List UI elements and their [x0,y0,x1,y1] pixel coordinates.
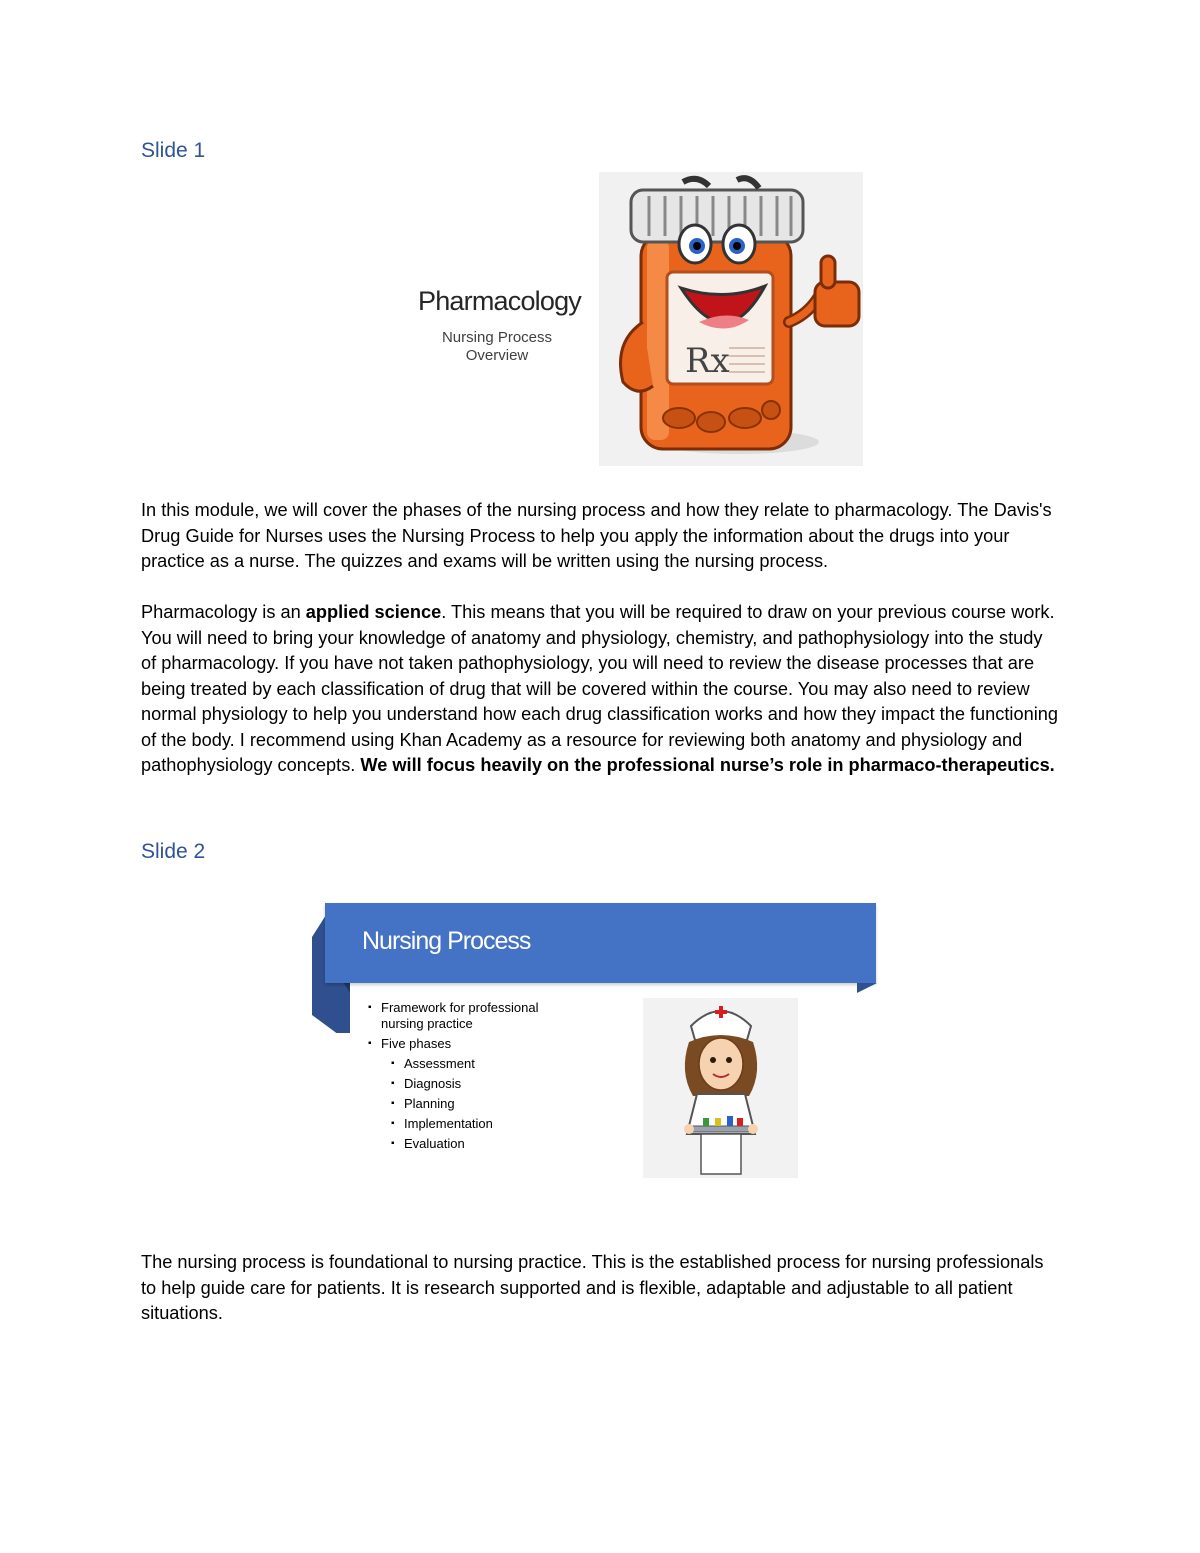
pill-bottle-icon [599,172,863,466]
phase-evaluation: ▪ Evaluation [368,1136,604,1152]
slide1-paragraph-2 [141,600,1061,779]
slide2-paragraph: The nursing process is foundational to nursing practice. This is the established process for nursing professionals to help guide care for patients. It is research supported and is flexible, adaptable and adjustable to all patient situations. [141,1252,1044,1323]
bullet-five-phases: ▪ Five phases [368,1036,581,1052]
para2-text-c: . This means that you will be required to draw on your previous course work. You will need to bring your knowledge of anatomy and physiology, chemistry, and pathophysiology into the study of pharmacology. If you have not taken pathophysiology, you will need to review the disease processes that are being treated by each classification of drug that will be covered within the course. You may also need to review normal physiology to help you understand how each drug classification works and how they impact the functioning of the body. I recommend using Khan Academy as a resource for reviewing both anatomy and physiology and pathophysiology concepts. [141,602,1058,775]
slide2-heading: Slide 2 [141,840,206,863]
slide2-thumbnail [312,903,877,1203]
slide2-title: Nursing Process [362,927,531,955]
phase-diagnosis: ▪ Diagnosis [368,1076,604,1092]
phase-implementation: ▪ Implementation [368,1116,604,1132]
slide2-bullet-list [368,1000,604,1156]
slide1-title: Pharmacology [418,286,581,316]
pill-bottle-illustration [599,172,863,466]
banner-fold-right [857,983,877,993]
phase-assessment: ▪ Assessment [368,1056,604,1072]
para2-text-a: Pharmacology is an [141,602,306,622]
nurse-illustration [643,998,798,1178]
para2-emphasis-focus: We will focus heavily on the professional nurse’s role in pharmaco-therapeutics. [360,755,1055,775]
rx-label: Rx [685,341,730,381]
para2-emphasis-applied-science: applied science [305,602,442,622]
bullet-framework: ▪ Framework for professional nursing practice [368,1000,581,1032]
slide1-subtitle: Nursing Process Overview [441,329,553,364]
slide1-heading: Slide 1 [141,139,206,162]
nurse-icon [643,998,798,1178]
phase-planning: ▪ Planning [368,1096,604,1112]
slide2-title-banner [325,903,876,983]
slide1-paragraph-1: In this module, we will cover the phases of the nursing process and how they relate to pharmacology. The Davis's Drug Guide for Nurses uses the Nursing Process to help you apply the information about the drugs into your practice as a nurse. The quizzes and exams will be written using the nursing process. [141,500,1052,571]
